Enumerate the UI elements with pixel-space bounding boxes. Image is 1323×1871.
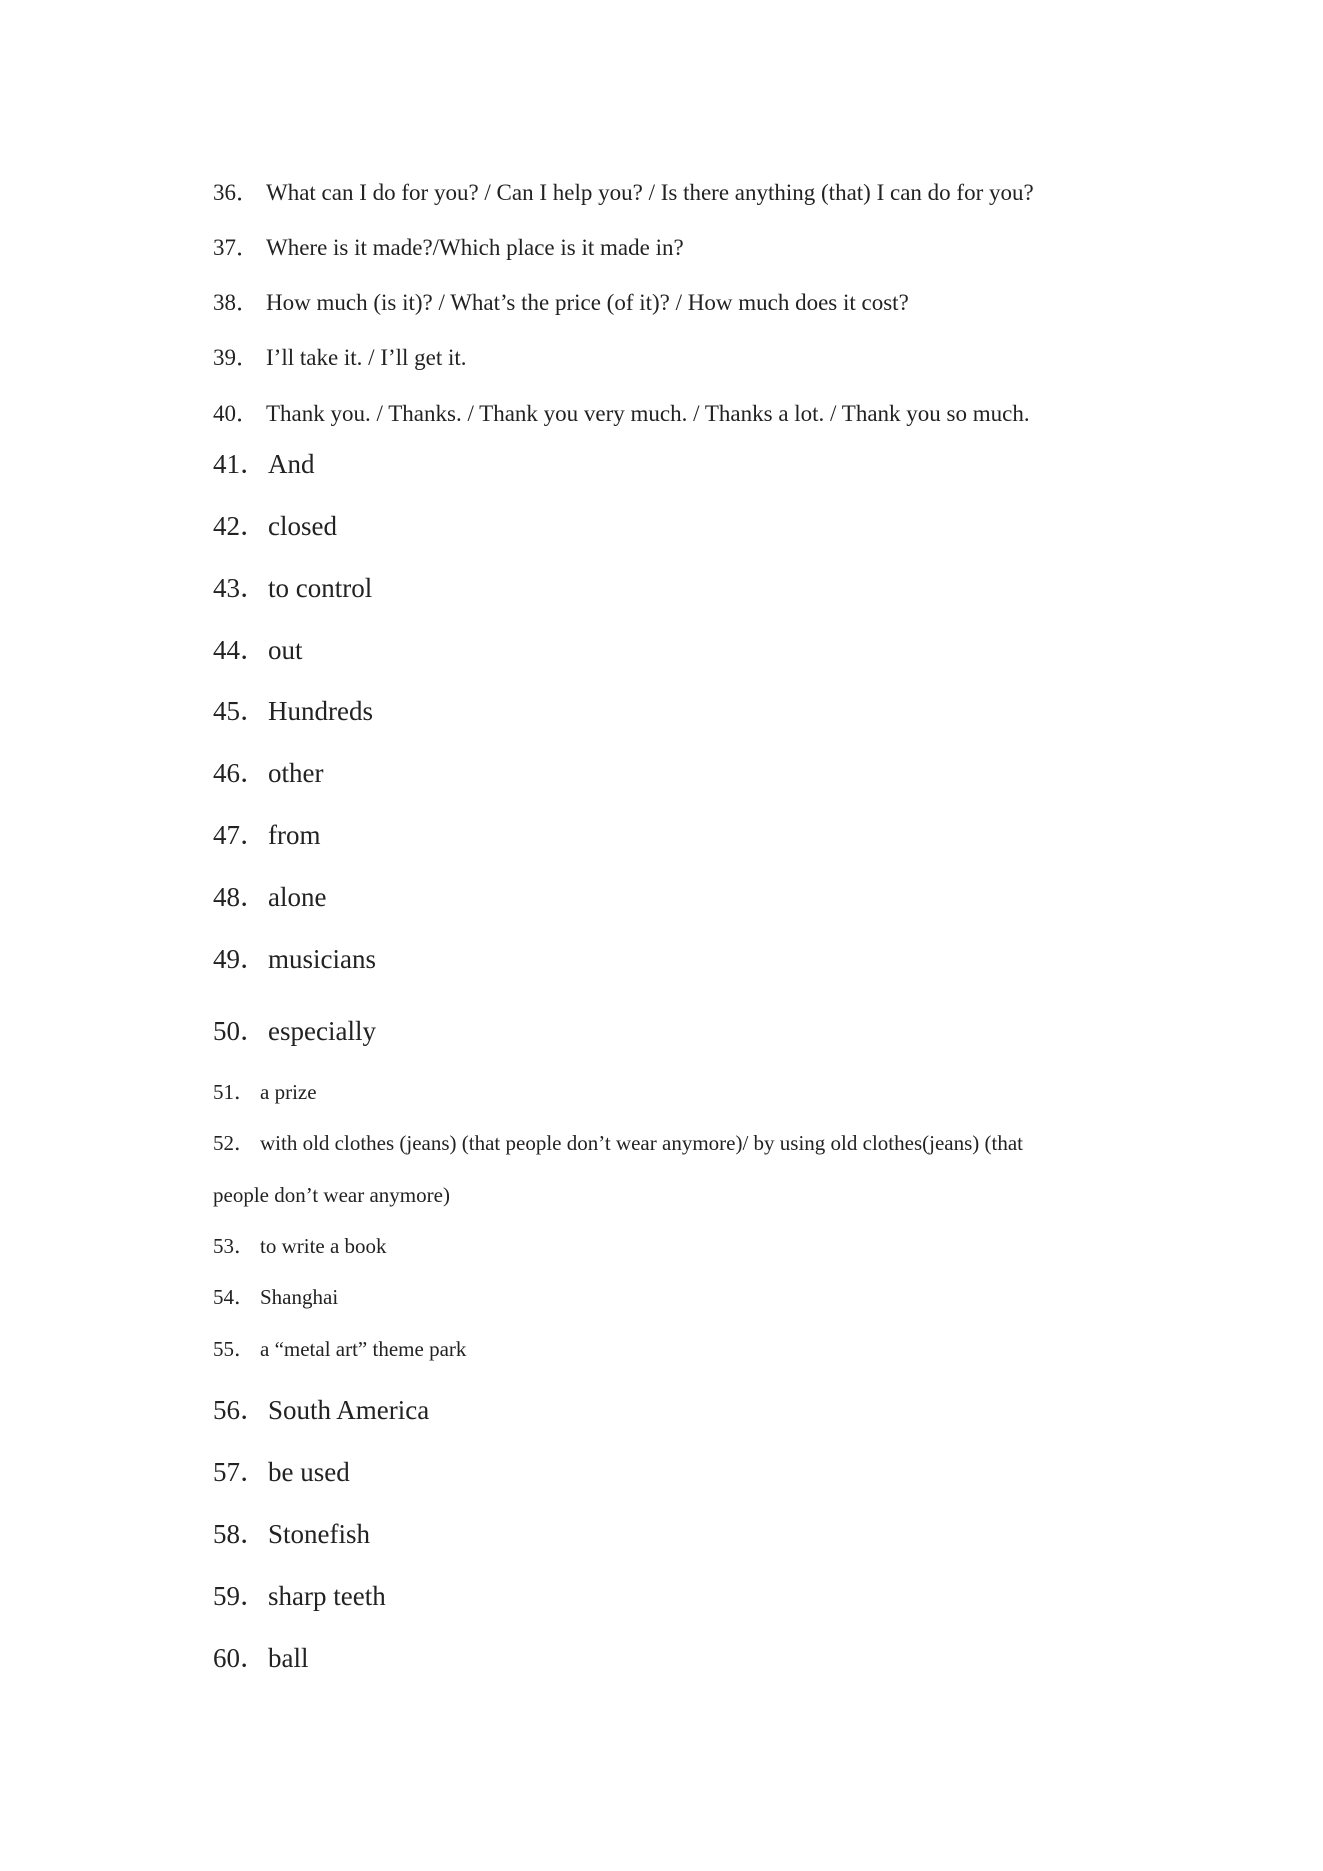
answer-text: sharp teeth bbox=[268, 1581, 386, 1611]
answer-text: alone bbox=[268, 882, 327, 912]
answer-text: ball bbox=[268, 1643, 309, 1673]
answer-text: out bbox=[268, 635, 303, 665]
answer-number: 49． bbox=[213, 944, 267, 974]
answer-number: 36． bbox=[213, 180, 259, 205]
answer-53 bbox=[213, 1236, 387, 1257]
answer-text: What can I do for you? / Can I help you? / Is there anything (that) I can do for you? bbox=[266, 180, 1034, 205]
answer-text: a prize bbox=[260, 1080, 317, 1104]
answer-number: 56． bbox=[213, 1395, 267, 1425]
answer-48 bbox=[213, 884, 326, 911]
answer-number: 37． bbox=[213, 235, 259, 260]
answer-45 bbox=[213, 698, 373, 725]
answer-44 bbox=[213, 637, 303, 664]
answer-number: 57． bbox=[213, 1457, 267, 1487]
answer-52 bbox=[213, 1133, 1023, 1154]
answer-number: 46． bbox=[213, 758, 267, 788]
answer-38 bbox=[213, 291, 909, 314]
answer-54 bbox=[213, 1287, 338, 1308]
answer-text: Shanghai bbox=[260, 1285, 339, 1309]
answer-51 bbox=[213, 1082, 317, 1103]
answer-text: be used bbox=[268, 1457, 350, 1487]
answer-60 bbox=[213, 1645, 309, 1672]
answer-42 bbox=[213, 513, 337, 540]
answer-55 bbox=[213, 1339, 466, 1360]
answer-text: with old clothes (jeans) (that people don’t wear anymore)/ by using old clothes(jeans) (that bbox=[260, 1131, 1023, 1155]
answer-number: 38． bbox=[213, 290, 259, 315]
answer-text: How much (is it)? / What’s the price (of it)? / How much does it cost? bbox=[266, 290, 909, 315]
answer-text: to write a book bbox=[260, 1234, 387, 1258]
answer-49 bbox=[213, 946, 376, 973]
answer-text: from bbox=[268, 820, 321, 850]
answer-text: Thank you. / Thanks. / Thank you very much. / Thanks a lot. / Thank you so much. bbox=[266, 401, 1030, 426]
answer-56 bbox=[213, 1397, 429, 1424]
answer-40 bbox=[213, 402, 1030, 425]
answer-number: 55． bbox=[213, 1337, 255, 1361]
answer-number: 60． bbox=[213, 1643, 267, 1673]
answer-number: 43． bbox=[213, 573, 267, 603]
answer-text: Stonefish bbox=[268, 1519, 371, 1549]
answer-number: 42． bbox=[213, 511, 267, 541]
answer-47 bbox=[213, 822, 320, 849]
answer-39 bbox=[213, 346, 467, 369]
answer-text: other bbox=[268, 758, 324, 788]
answer-number: 54． bbox=[213, 1285, 255, 1309]
answer-text: Hundreds bbox=[268, 696, 373, 726]
answer-46 bbox=[213, 760, 323, 787]
answer-number: 44． bbox=[213, 635, 267, 665]
answer-58 bbox=[213, 1521, 370, 1548]
answer-text: a “metal art” theme park bbox=[260, 1337, 467, 1361]
answer-number: 45． bbox=[213, 696, 267, 726]
answer-text: closed bbox=[268, 511, 337, 541]
answer-41 bbox=[213, 451, 315, 478]
answer-number: 48． bbox=[213, 882, 267, 912]
answer-text: to control bbox=[268, 573, 373, 603]
answer-number: 53． bbox=[213, 1234, 255, 1258]
answer-number: 47． bbox=[213, 820, 267, 850]
answer-number: 59． bbox=[213, 1581, 267, 1611]
answer-text: And bbox=[268, 449, 315, 479]
answer-number: 51． bbox=[213, 1080, 255, 1104]
answer-52-continuation: people don’t wear anymore) bbox=[213, 1183, 450, 1207]
answer-36 bbox=[213, 181, 1034, 204]
answer-number: 58． bbox=[213, 1519, 267, 1549]
answer-text: I’ll take it. / I’ll get it. bbox=[266, 345, 467, 370]
answer-57 bbox=[213, 1459, 350, 1486]
answer-59 bbox=[213, 1583, 386, 1610]
answer-50 bbox=[213, 1018, 376, 1045]
answer-number: 50． bbox=[213, 1016, 267, 1046]
answer-number: 40． bbox=[213, 401, 259, 426]
answer-37 bbox=[213, 236, 684, 259]
answer-text: musicians bbox=[268, 944, 376, 974]
answer-number: 52． bbox=[213, 1131, 255, 1155]
answer-number: 41． bbox=[213, 449, 267, 479]
answer-number: 39． bbox=[213, 345, 259, 370]
answer-text: South America bbox=[268, 1395, 430, 1425]
answer-text: especially bbox=[268, 1016, 376, 1046]
answer-43 bbox=[213, 575, 372, 602]
answer-text: Where is it made?/Which place is it made in? bbox=[266, 235, 684, 260]
